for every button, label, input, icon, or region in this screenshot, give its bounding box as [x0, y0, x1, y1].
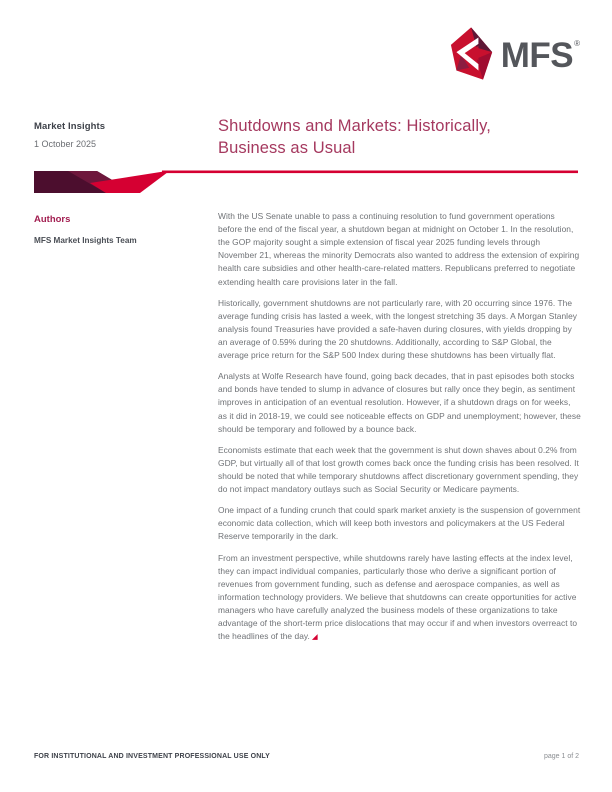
page-title-line2: Business as Usual: [218, 138, 356, 157]
paragraph-4: Economists estimate that each week that the government is shut down shaves about 0.2% from GDP, but virtually all of that lost growth comes back once the funding crisis has been resolved. It should be noted that while temporary shutdowns affect discretionary government spending, they do not impact mandatory outlays such as Social Security or Medicare payments.: [218, 444, 579, 495]
page-footer: [34, 753, 579, 760]
footer-page-number: page 1 of 2: [543, 753, 579, 760]
page-title: [218, 116, 568, 160]
registered-trademark-icon: ®: [574, 38, 580, 48]
paragraph-6: [218, 552, 581, 644]
authors-team: MFS Market Insights Team: [34, 236, 137, 245]
publication-block: [34, 121, 105, 149]
page-title-line1: Shutdowns and Markets: Historically,: [218, 117, 491, 135]
publication-name: Market Insights: [34, 121, 106, 132]
mfs-logo-mark-icon: [450, 27, 494, 81]
paragraph-1: With the US Senate unable to pass a continuing resolution to fund government operations before the end of the fiscal year, a shutdown began at midnight on October 1. In the resolution, the GOP majority sought a simple extension of fiscal year 2025 funding levels through November 21, whereas the minority Democrats also wanted to address the extension of expiring health care subsidies and other health-care-related matters. Republicans preferred to negotiate extending health care provisions later in the fall.: [218, 211, 580, 287]
mfs-logo: [450, 27, 579, 81]
ribbon-decoration: [34, 170, 578, 194]
mfs-wordmark: MFS: [500, 35, 574, 75]
paragraph-5: One impact of a funding crunch that could spark market anxiety is the suspension of government economic data collection, which will keep both investors and policymakers at the US Federal Reserve temporarily in the dark.: [218, 505, 581, 542]
paragraph-6-text: From an investment perspective, while shutdowns rarely have lasting effects at the index level, they can impact individual companies, particularly those who derive a significant portion of revenues from government funding, such as defense and aerospace companies, as well as information technology providers. We believe that shutdowns can create opportunities for active managers who have carefully analyzed the business models of these organizations to take advantage of the short-term price dislocations that may occur if and when investors overreact to the headlines of the day.: [218, 552, 578, 642]
authors-heading: Authors: [34, 214, 71, 225]
article-body: [218, 210, 581, 651]
paragraph-2: Historically, government shutdowns are not particularly rare, with 20 occurring since 1976. The average funding crisis has lasted a week, with the longest stretching 35 days. A Morgan Stanley analysis found Treasuries have provided a safe-haven during closures, with yields dropping by an average of 0.59% during the 20 shutdowns. Additionally, according to S&P Global, the average price return for the S&P 500 Index during these shutdowns has been virtually flat.: [218, 297, 578, 361]
publication-date: 1 October 2025: [34, 139, 97, 149]
end-of-article-icon: ◢: [311, 632, 318, 642]
mfs-logo-text: [500, 35, 580, 75]
footer-disclaimer: FOR INSTITUTIONAL AND INVESTMENT PROFESSIONAL USE ONLY: [34, 753, 271, 760]
paragraph-3: Analysts at Wolfe Research have found, going back decades, that in past episodes both stocks and bonds have tended to slump in advance of closures but rally once they begin, as sentiment improves in anticipation of an eventual resolution. However, if a shutdown drags on for weeks, as it did in 2018-19, we could see noticeable effects on GDP and unemployment; however, these should be temporary and followed by a bounce back.: [218, 371, 581, 434]
authors-section: [34, 214, 194, 246]
